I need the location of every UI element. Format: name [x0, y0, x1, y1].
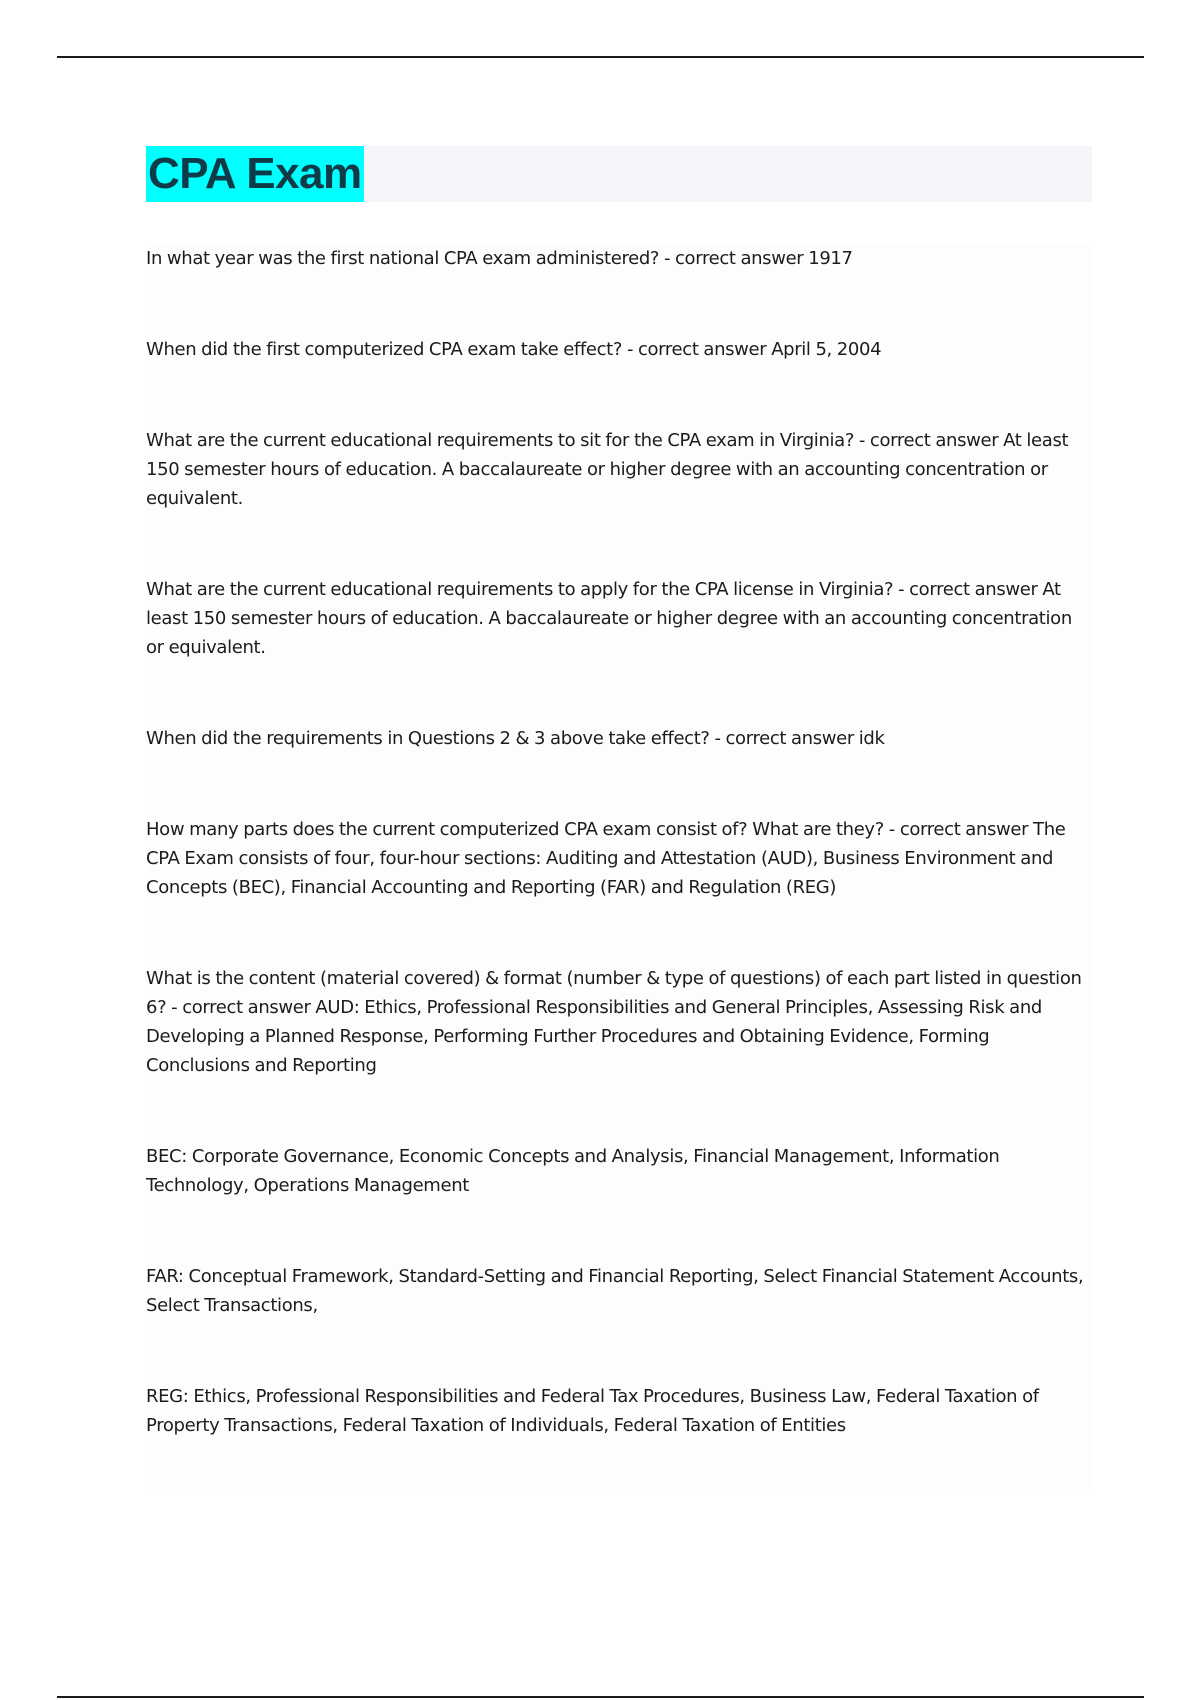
qa-entry-6: How many parts does the current computerized CPA exam consist of? What are they? - correct answer The CPA Exam consists of four, four-hour sections: Auditing and Attestation (AUD), Business Environment and Concepts (BEC), Financial Accounting and Reporting (FAR) and Regulation (REG) — [146, 819, 1066, 898]
qa-entry-10: REG: Ethics, Professional Responsibilities and Federal Tax Procedures, Business Law, Federal Taxation of Property Transactions, Federal Taxation of Individuals, Federal Taxation of Entities — [146, 1386, 1039, 1436]
header-rule — [57, 56, 1144, 58]
document-body — [146, 244, 1092, 1494]
document-title: CPA Exam — [146, 146, 364, 202]
qa-entry-8: BEC: Corporate Governance, Economic Concepts and Analysis, Financial Management, Information Technology, Operations Management — [146, 1146, 1000, 1196]
qa-entry-1: In what year was the first national CPA exam administered? - correct answer 1917 — [146, 248, 853, 269]
qa-entry-5: When did the requirements in Questions 2 & 3 above take effect? - correct answer idk — [146, 728, 885, 749]
qa-entry-3: What are the current educational requirements to sit for the CPA exam in Virginia? - correct answer At least 150 semester hours of education. A baccalaureate or higher degree with an accounting concentration or equivalent. — [146, 430, 1069, 509]
qa-entry-4: What are the current educational requirements to apply for the CPA license in Virginia? - correct answer At least 150 semester hours of education. A baccalaureate or higher degree with an accounting concentration or equivalent. — [146, 579, 1072, 658]
qa-entry-9: FAR: Conceptual Framework, Standard-Setting and Financial Reporting, Select Financial Statement Accounts, Select Transactions, — [146, 1266, 1084, 1316]
footer-rule — [57, 1696, 1144, 1698]
qa-entry-2: When did the first computerized CPA exam take effect? - correct answer April 5, 2004 — [146, 339, 882, 360]
qa-entry-7: What is the content (material covered) & format (number & type of questions) of each part listed in question 6? - correct answer AUD: Ethics, Professional Responsibilities and General Principles, Assessing Risk and Developing a Planned Response, Performing Further Procedures and Obtaining Evidence, Forming Conclusions and Reporting — [146, 968, 1082, 1076]
